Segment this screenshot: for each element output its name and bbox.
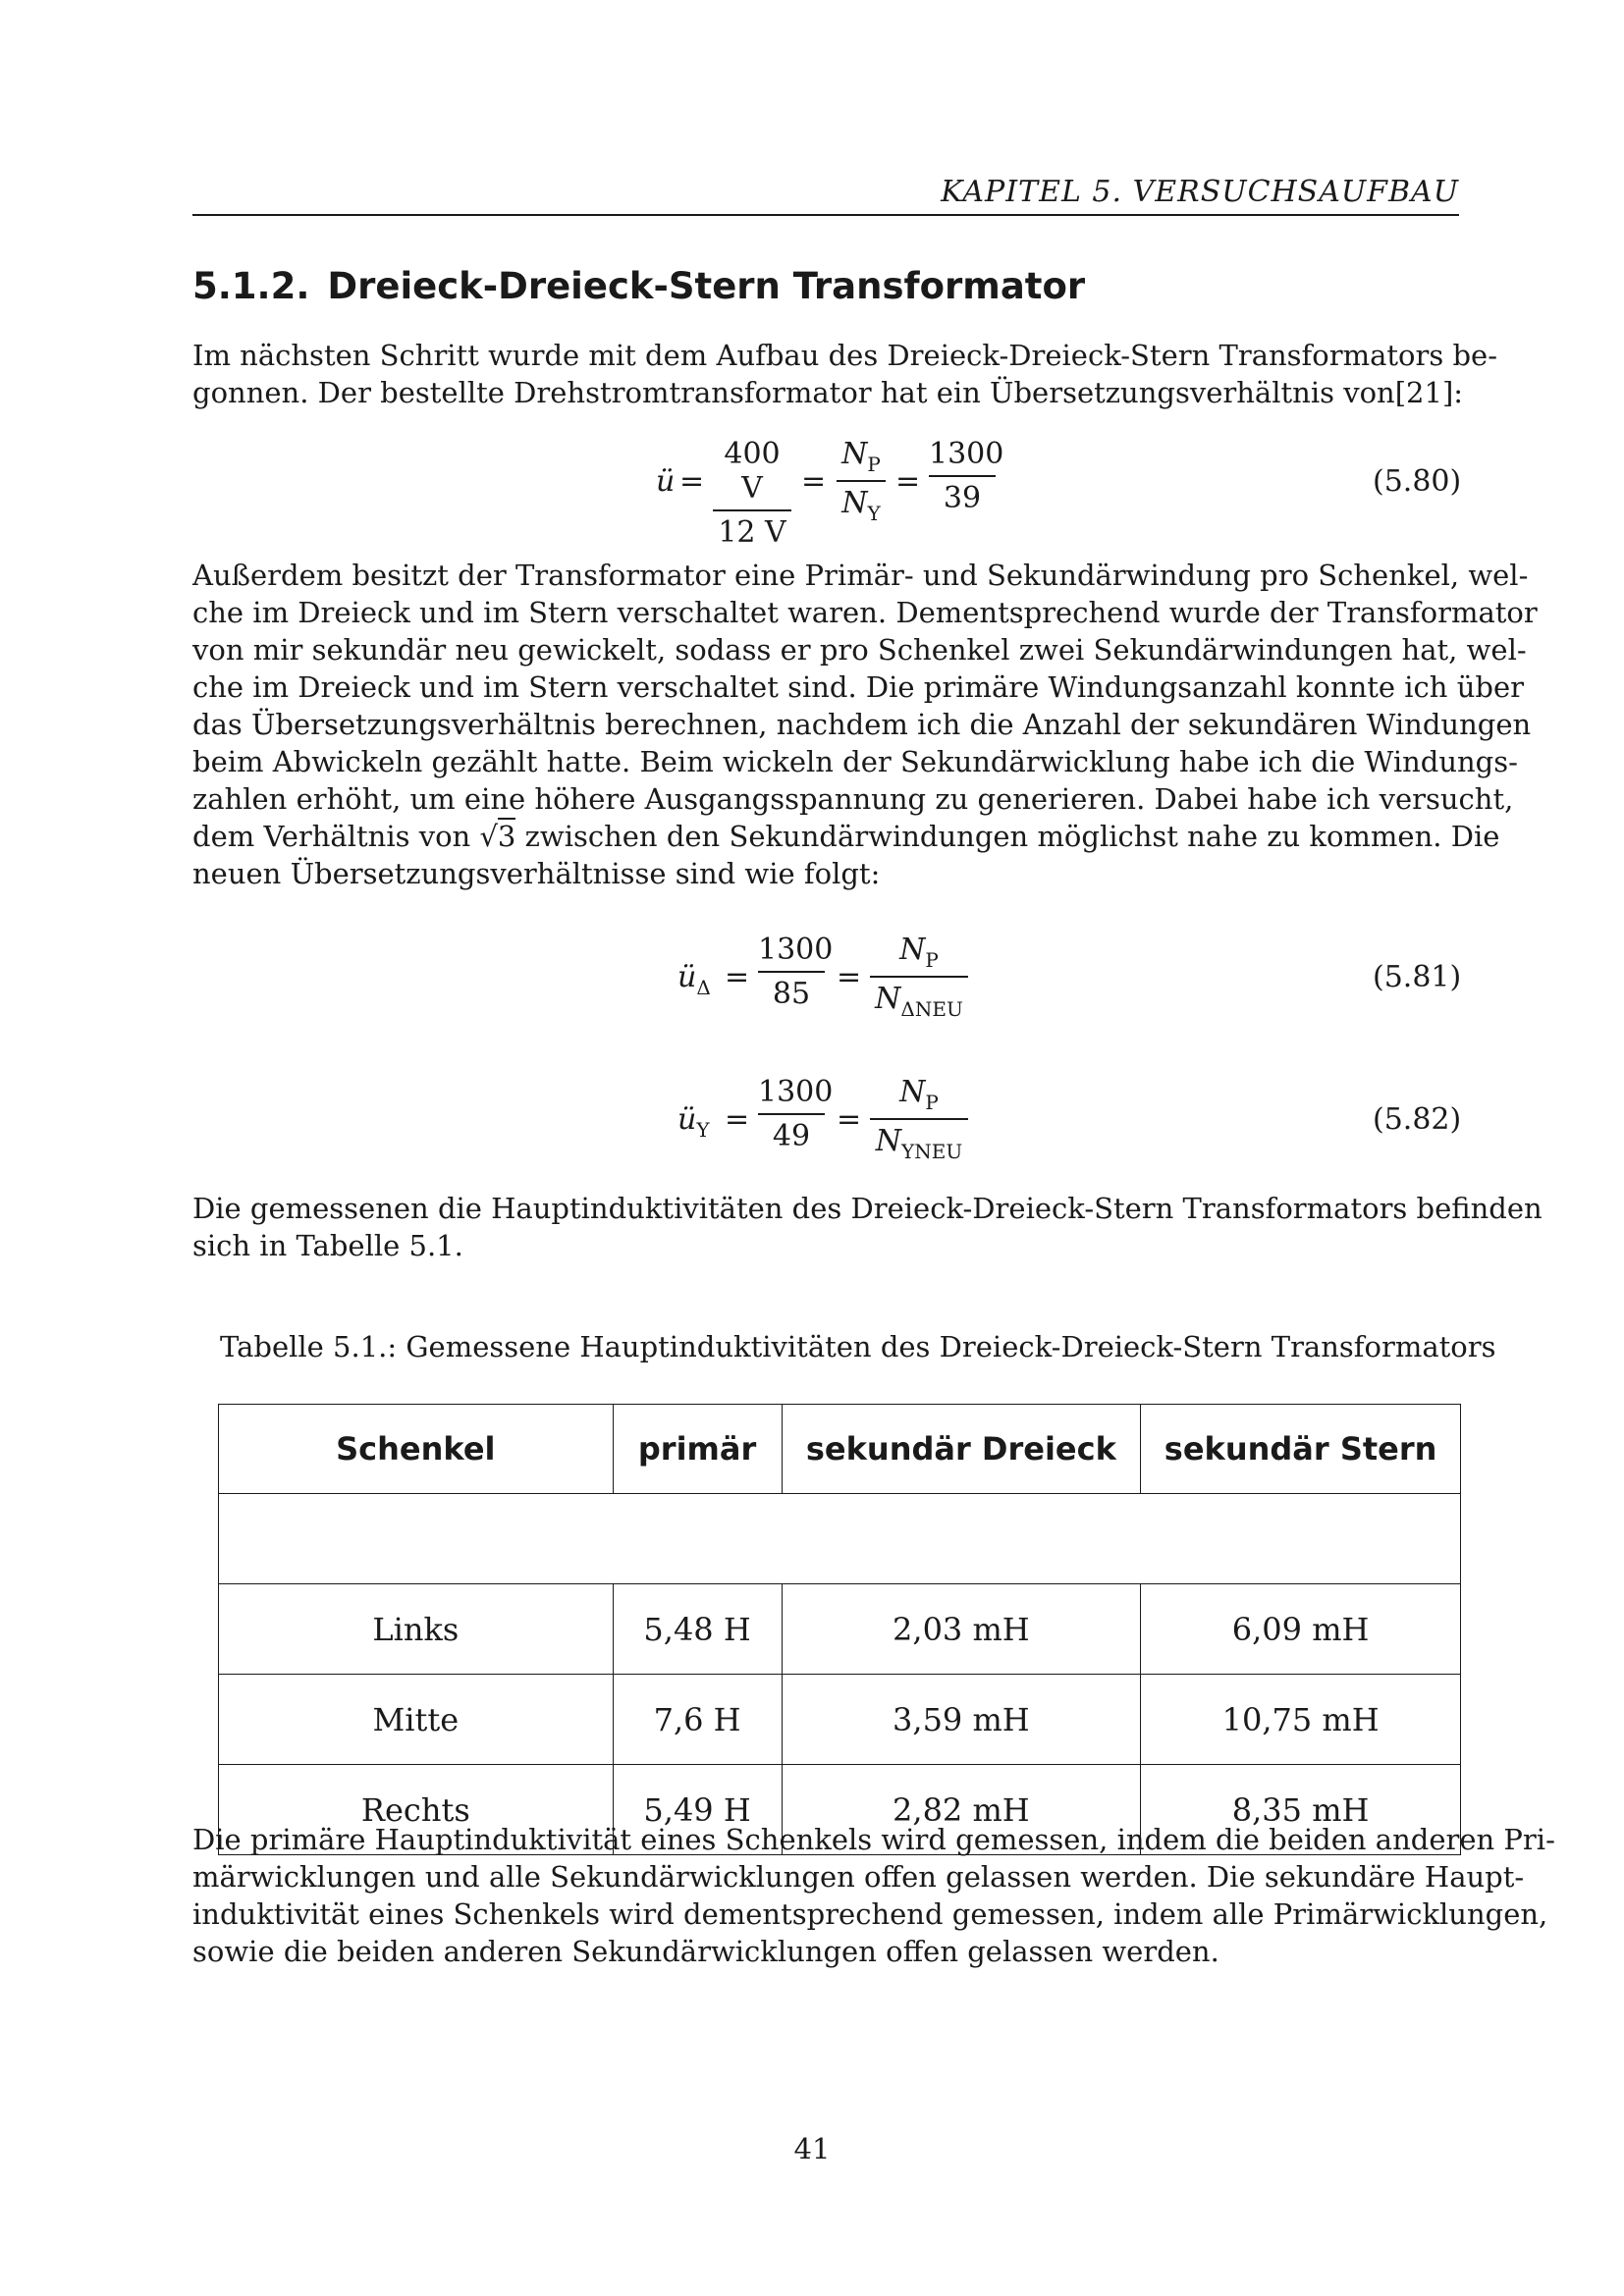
text-line: Außerdem besitzt der Transformator eine Primär- und Sekundärwindung pro Schenkel, wel- [192,559,1529,592]
header-cell-schenkel: Schenkel [219,1405,614,1494]
eq-lhs: ü [656,464,676,499]
eq-numerator: 1300 [758,1075,834,1109]
table-cell: Rechts [219,1765,614,1855]
text-line: gonnen. Der bestellte Drehstromtransformator hat ein Übersetzungsverhältnis von[21]: [192,376,1464,409]
section-heading [192,265,1085,307]
equation-number: (5.80) [1373,464,1462,499]
eq-subscript: Y [867,502,881,525]
eq-lhs: ü [677,960,697,994]
text-line-sqrt: dem Verhältnis von √3 zwischen den Sekundärwindungen möglichst nahe zu kommen. Die [192,820,1500,853]
text-line: induktivität eines Schenkels wird dementsprechend gemessen, indem alle Primärwicklungen, [192,1897,1548,1931]
eq-equals: = [725,1102,750,1137]
eq-denominator: 85 [772,977,811,1011]
eq-equals: = [725,960,750,994]
fraction-bar [837,480,886,482]
table-cell: 2,03 mH [782,1584,1141,1675]
text-line: Die gemessenen die Hauptinduktivitäten des Dreieck-Dreieck-Stern Transformators befinden [192,1192,1543,1225]
text-line: märwicklungen und alle Sekundärwicklungen offen gelassen werden. Die sekundäre Haupt- [192,1860,1525,1894]
eq-equals: = [837,960,862,994]
page-number: 41 [793,2132,831,2165]
eq-numerator: N [899,1075,926,1109]
eq-fraction [713,437,791,550]
eq-fraction [758,1075,834,1153]
text-line: sowie die beiden anderen Sekundärwicklungen offen gelassen werden. [192,1935,1219,1968]
header-cell-primaer: primär [613,1405,782,1494]
header-rule [192,214,1459,216]
table-cell: 5,48 H [613,1584,782,1675]
eq-numerator: N [899,933,926,967]
eq-subscript: P [925,948,939,972]
table-cell: 7,6 H [613,1675,782,1765]
eq-equals: = [679,464,705,499]
table-cell: 6,09 mH [1141,1584,1461,1675]
eq-numerator: N [841,437,868,471]
table-cell: 10,75 mH [1141,1675,1461,1765]
text-line: sich in Tabelle 5.1. [192,1229,463,1262]
eq-numerator: 1300 [758,933,834,967]
table-caption: Tabelle 5.1.: Gemessene Hauptinduktivitäten des Dreieck-Dreieck-Stern Transformators [220,1330,1496,1363]
eq-denominator: N [875,1124,902,1158]
text-line: Im nächsten Schritt wurde mit dem Aufbau des Dreieck-Dreieck-Stern Transformators be- [192,339,1498,372]
table-cell: 5,49 H [613,1765,782,1855]
equation-5-81 [0,933,1624,1021]
eq-lhs: ü [677,1102,697,1137]
header-gap [219,1494,1461,1584]
fraction-bar [713,509,791,511]
table-cell: 8,35 mH [1141,1765,1461,1855]
fraction-bar [929,475,996,477]
paragraph-table-ref [192,1190,1543,1264]
eq-denominator: N [841,486,868,520]
eq-equals: = [837,1102,862,1137]
header-cell-sekundaer-stern: sekundär Stern [1141,1405,1461,1494]
eq-equals: = [895,464,921,499]
eq-numerator: 1300 [929,437,1004,471]
running-header: KAPITEL 5. VERSUCHSAUFBAU [941,175,1459,209]
eq-fraction [870,1075,968,1163]
inductance-table [218,1404,1461,1855]
section-number: 5.1.2. [192,265,310,307]
table-cell: Links [219,1584,614,1675]
eq-subscript: P [867,453,881,476]
fraction-bar [870,1118,968,1120]
text-line: che im Dreieck und im Stern verschaltet waren. Dementsprechend wurde der Transformator [192,596,1538,629]
eq-fraction [929,437,1004,515]
table-cell: Mitte [219,1675,614,1765]
paragraph-intro [192,337,1498,411]
eq-subscript: P [925,1091,939,1114]
eq-lhs-group [677,1102,710,1142]
eq-denominator: 49 [772,1119,811,1153]
table-header-row [219,1405,1461,1494]
eq-denominator: N [875,982,901,1016]
eq-numerator: 400 V [724,437,781,506]
table-row [219,1584,1461,1675]
eq-lhs-group [677,960,711,999]
eq-subscript: Δ [696,976,711,999]
section-title: Dreieck-Dreieck-Stern Transformator [327,265,1086,307]
table-row [219,1675,1461,1765]
equation-5-80 [0,437,1624,550]
text-line: zahlen erhöht, um eine höhere Ausgangsspannung zu generieren. Dabei habe ich versucht, [192,782,1514,816]
paragraph-measurement [192,1821,1555,1970]
eq-denominator: 39 [943,481,982,515]
equation-number: (5.82) [1373,1102,1462,1137]
equation-5-82 [0,1075,1624,1163]
text-line: neuen Übersetzungsverhältnisse sind wie folgt: [192,857,881,890]
eq-subscript: Y [696,1118,710,1142]
text-line: von mir sekundär neu gewickelt, sodass er pro Schenkel zwei Sekundärwindungen hat, wel- [192,633,1527,667]
eq-denominator: 12 V [718,515,786,550]
eq-fraction [758,933,834,1011]
paragraph-windings [192,557,1538,892]
eq-fraction [837,437,886,525]
fraction-bar [758,1113,825,1115]
equation-number: (5.81) [1373,960,1462,994]
data-table [218,1404,1461,1855]
text-line: che im Dreieck und im Stern verschaltet sind. Die primäre Windungsanzahl konnte ich über [192,670,1524,704]
header-cell-sekundaer-dreieck: sekundär Dreieck [782,1405,1141,1494]
eq-subscript: YNEU [901,1140,963,1163]
fraction-bar [870,976,968,978]
text-line: beim Abwickeln gezählt hatte. Beim wickeln der Sekundärwicklung habe ich die Windungs- [192,745,1518,778]
sqrt-value: 3 [497,820,516,853]
eq-subscript: ΔNEU [900,997,963,1021]
table-cell: 2,82 mH [782,1765,1141,1855]
sqrt-symbol: √3 [479,820,516,853]
text-line: Die primäre Hauptinduktivität eines Schenkels wird gemessen, indem die beiden anderen Pri- [192,1823,1555,1856]
text-line: das Übersetzungsverhältnis berechnen, nachdem ich die Anzahl der sekundären Windungen [192,708,1532,741]
eq-equals: = [801,464,827,499]
eq-fraction [870,933,968,1021]
table-cell: 3,59 mH [782,1675,1141,1765]
fraction-bar [758,971,825,973]
